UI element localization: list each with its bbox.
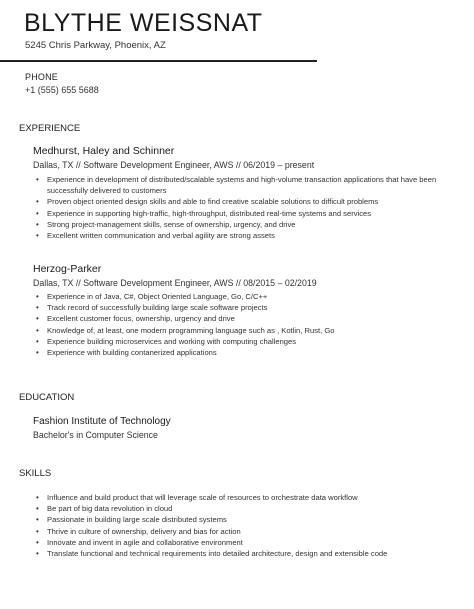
candidate-address: 5245 Chris Parkway, Phoenix, AZ [25, 40, 166, 51]
section-title-education: EDUCATION [19, 392, 75, 403]
list-item: • Innovate and invent in agile and collaborative environment [33, 537, 443, 548]
job-bullets [33, 291, 443, 358]
job-company: Herzog-Parker [33, 263, 102, 275]
list-item: • Proven object oriented design skills and able to find creative scalable solutions to difficult problems [33, 196, 443, 207]
list-item: • Track record of successfully building large scale software projects [33, 302, 443, 313]
education-school: Fashion Institute of Technology [33, 416, 171, 427]
list-item: • Experience in of Java, C#, Object Oriented Language, Go, C/C++ [33, 291, 443, 302]
list-item: • Experience in development of distributed/scalable systems and high-volume transaction applications that have been successfully delivered to customers [33, 174, 443, 196]
list-item: • Strong project-management skills, sense of ownership, urgency, and drive [33, 219, 443, 230]
list-item: • Excellent written communication and verbal agility are strong assets [33, 230, 443, 241]
list-item: • Passionate in building large scale distributed systems [33, 514, 443, 525]
list-item: • Experience building microservices and working with computing challenges [33, 336, 443, 347]
candidate-name: BLYTHE WEISSNAT [24, 9, 263, 37]
list-item: • Experience with building contanerized applications [33, 347, 443, 358]
section-title-experience: EXPERIENCE [19, 123, 81, 134]
skills-bullets [33, 492, 443, 559]
header-divider [0, 60, 317, 62]
list-item: • Influence and build product that will leverage scale of resources to orchestrate data workflow [33, 492, 443, 503]
list-item: • Knowledge of, at least, one modern programming language such as , Kotlin, Rust, Go [33, 325, 443, 336]
education-degree: Bachelor's in Computer Science [33, 430, 158, 440]
job-meta: Dallas, TX // Software Development Engineer, AWS // 06/2019 – present [33, 160, 315, 170]
job-bullets [33, 174, 443, 241]
phone-label: PHONE [25, 72, 59, 82]
list-item: • Excellent customer focus, ownership, urgency and drive [33, 313, 443, 324]
list-item: • Be part of big data revolution in cloud [33, 503, 443, 514]
section-title-skills: SKILLS [19, 468, 52, 479]
job-meta: Dallas, TX // Software Development Engineer, AWS // 08/2015 – 02/2019 [33, 278, 317, 288]
job-company: Medhurst, Haley and Schinner [33, 145, 175, 157]
phone-number: +1 (555) 655 5688 [25, 85, 99, 95]
list-item: • Experience in supporting high-traffic, high-throughput, distributed real-time systems and services [33, 208, 443, 219]
list-item: • Thrive in culture of ownership, delivery and bias for action [33, 526, 443, 537]
list-item: • Translate functional and technical requirements into detailed architecture, design and extensible code [33, 548, 443, 559]
